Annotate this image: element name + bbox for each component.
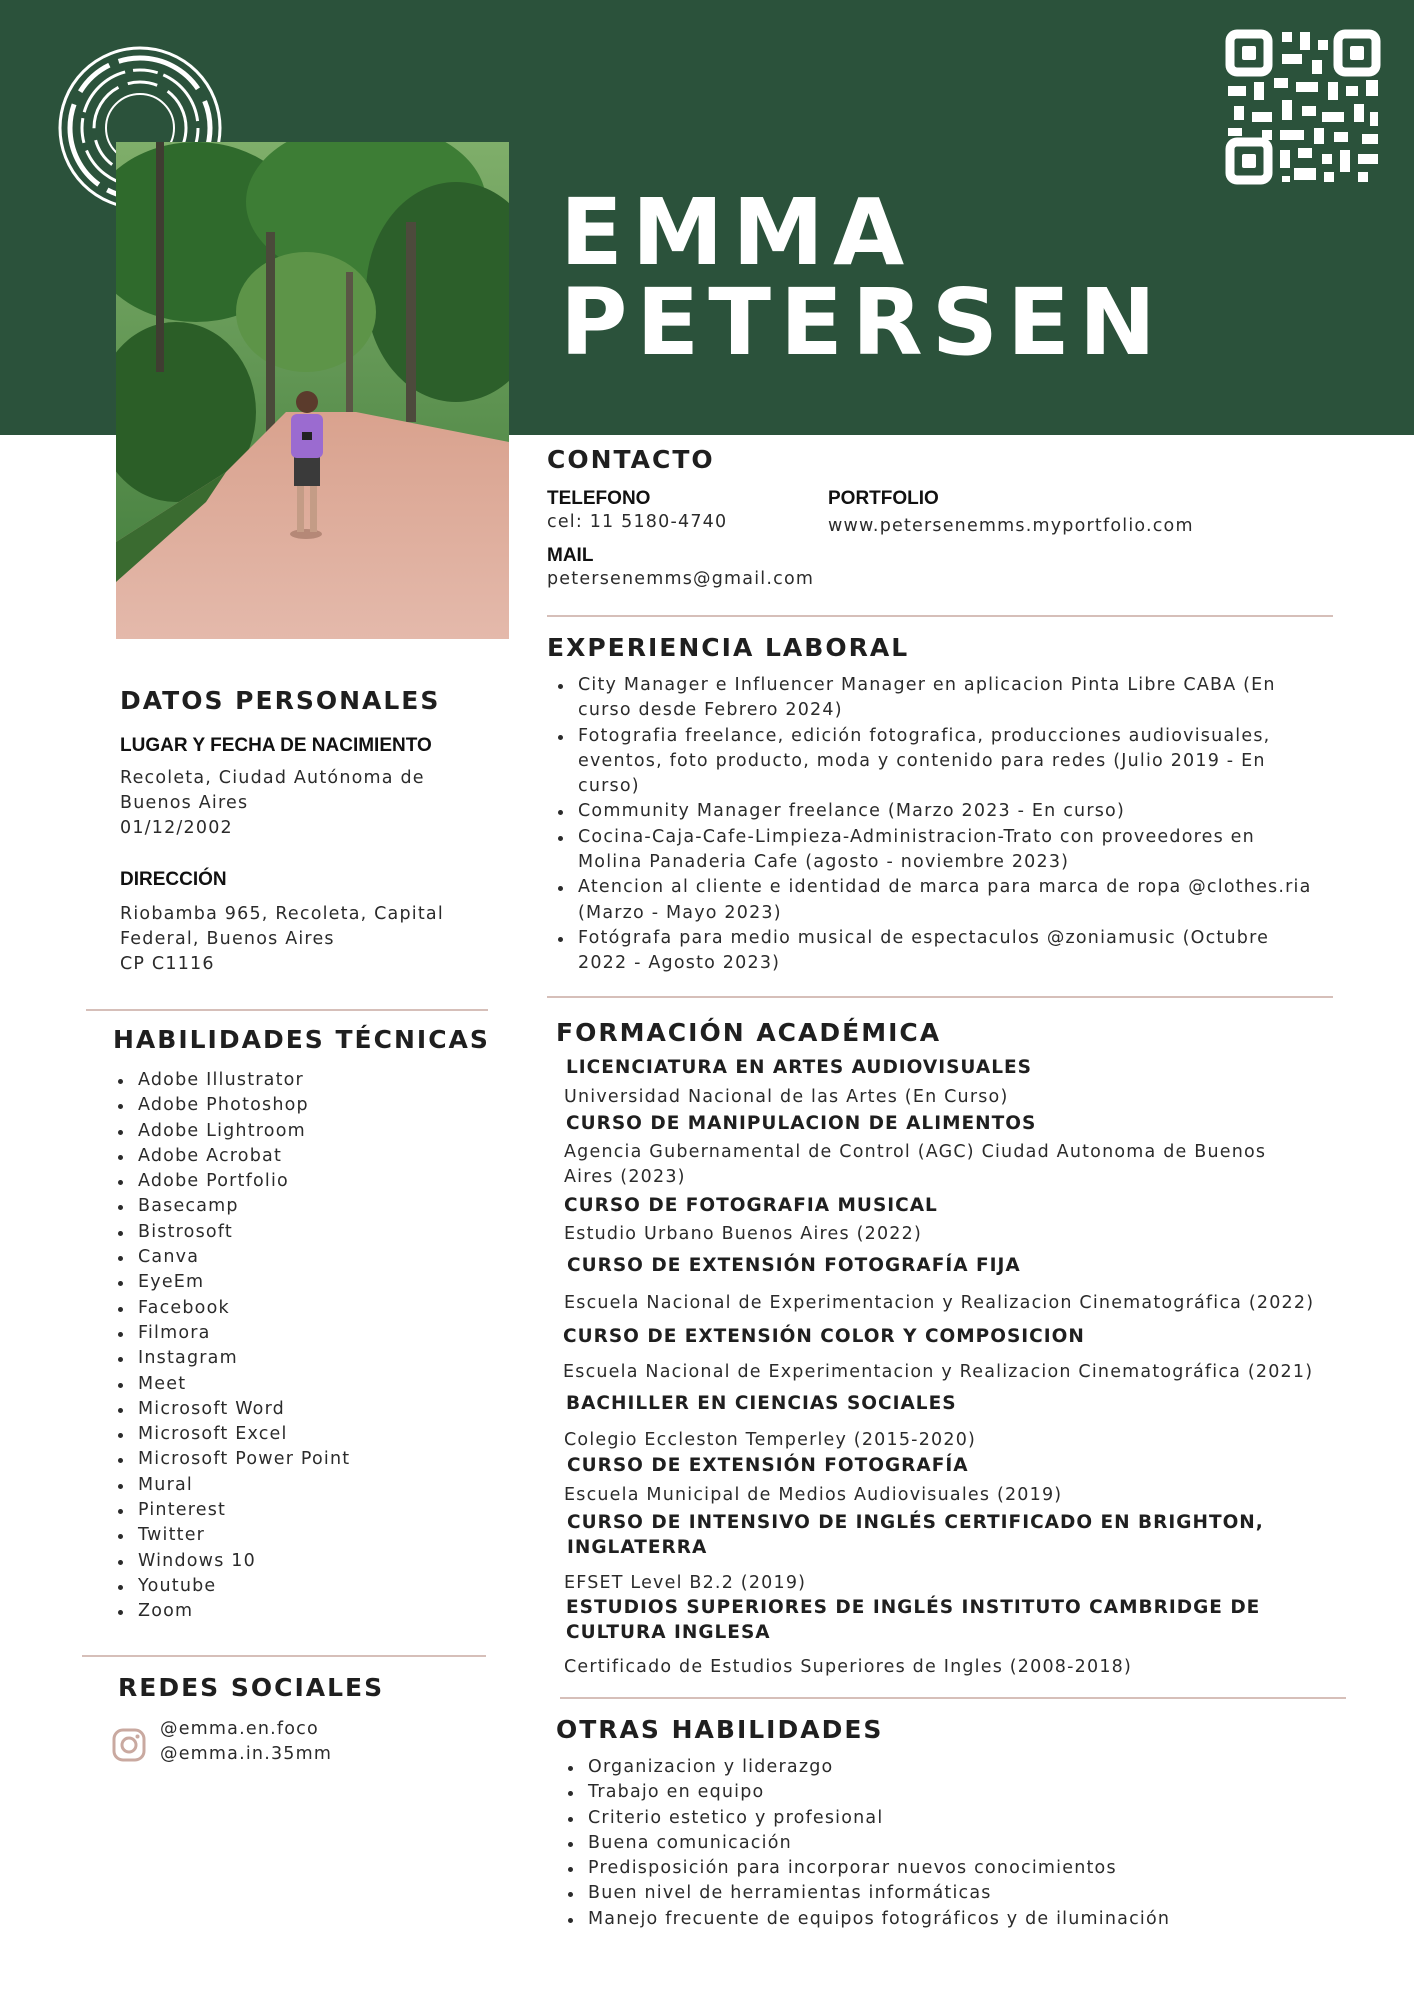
other-skill-item: Manejo frecuente de equipos fotográficos y de iluminación <box>588 1907 1368 1932</box>
divider <box>86 1009 488 1011</box>
skill-item: Mural <box>138 1473 508 1498</box>
skills-heading: HABILIDADES TÉCNICAS <box>113 1025 490 1054</box>
skill-item: Youtube <box>138 1574 508 1599</box>
education-title: CURSO DE INTENSIVO DE INGLÉS CERTIFICADO EN BRIGHTON, INGLATERRA <box>567 1512 1264 1558</box>
skill-item: Filmora <box>138 1321 508 1346</box>
social-handle[interactable]: @emma.in.35mm <box>160 1744 333 1764</box>
social-heading: REDES SOCIALES <box>118 1673 385 1702</box>
phone-value: cel: 11 5180-4740 <box>547 512 728 532</box>
divider <box>547 996 1333 998</box>
mail-value: petersenemms@gmail.com <box>547 569 815 589</box>
social-handles <box>160 1717 332 1767</box>
education-detail: Universidad Nacional de las Artes (En Curso) <box>564 1087 1009 1107</box>
other-skills-heading: OTRAS HABILIDADES <box>556 1715 884 1744</box>
birth-value: Recoleta, Ciudad Autónoma de Buenos Aires 01/12/2002 <box>120 768 425 838</box>
education-title: ESTUDIOS SUPERIORES DE INGLÉS INSTITUTO CAMBRIDGE DE CULTURA INGLESA <box>566 1597 1261 1643</box>
education-title: BACHILLER EN CIENCIAS SOCIALES <box>566 1393 957 1414</box>
experience-item: Fotografia freelance, edición fotografica, producciones audiovisuales, eventos, foto producto, moda y contenido para redes (Julio 2019 - En curso) <box>578 724 1368 800</box>
experience-item: Fotógrafa para medio musical de espectaculos @zoniamusic (Octubre 2022 - Agosto 2023) <box>578 926 1368 977</box>
skill-item: Adobe Illustrator <box>138 1068 508 1093</box>
skill-item: Microsoft Excel <box>138 1422 508 1447</box>
instagram-icon <box>111 1727 147 1763</box>
profile-photo <box>116 142 509 639</box>
address-value: Riobamba 965, Recoleta, Capital Federal, Buenos Aires CP C1116 <box>120 904 444 974</box>
education-title: CURSO DE MANIPULACION DE ALIMENTOS <box>566 1113 1037 1134</box>
social-handle[interactable]: @emma.en.foco <box>160 1719 319 1739</box>
education-detail: Escuela Nacional de Experimentacion y Realizacion Cinematográfica (2022) <box>564 1293 1315 1313</box>
divider <box>82 1655 486 1657</box>
last-name: PETERSEN <box>560 269 1165 376</box>
first-name: EMMA <box>560 179 914 286</box>
education-detail: EFSET Level B2.2 (2019) <box>564 1573 807 1593</box>
address-label: DIRECCIÓN <box>120 869 227 890</box>
skill-item: Microsoft Power Point <box>138 1447 508 1472</box>
other-skill-item: Organizacion y liderazgo <box>588 1755 1368 1780</box>
skill-item: Microsoft Word <box>138 1397 508 1422</box>
skill-item: Facebook <box>138 1296 508 1321</box>
divider <box>560 1697 1346 1699</box>
skill-item: Adobe Portfolio <box>138 1169 508 1194</box>
skill-item: Twitter <box>138 1523 508 1548</box>
skill-item: EyeEm <box>138 1270 508 1295</box>
skill-item: Canva <box>138 1245 508 1270</box>
contact-heading: CONTACTO <box>547 445 715 474</box>
other-skills-list <box>564 1755 1368 1932</box>
portfolio-label: PORTFOLIO <box>828 488 939 509</box>
skill-item: Zoom <box>138 1599 508 1624</box>
skills-list <box>114 1068 508 1625</box>
other-skill-item: Buen nivel de herramientas informáticas <box>588 1881 1368 1906</box>
other-skill-item: Trabajo en equipo <box>588 1780 1368 1805</box>
education-title: CURSO DE FOTOGRAFIA MUSICAL <box>564 1195 938 1216</box>
skill-item: Adobe Photoshop <box>138 1093 508 1118</box>
experience-list <box>554 673 1368 977</box>
skill-item: Windows 10 <box>138 1549 508 1574</box>
skill-item: Adobe Acrobat <box>138 1144 508 1169</box>
skill-item: Pinterest <box>138 1498 508 1523</box>
skill-item: Adobe Lightroom <box>138 1119 508 1144</box>
experience-item: City Manager e Influencer Manager en aplicacion Pinta Libre CABA (En curso desde Febrero 2024) <box>578 673 1368 724</box>
qr-code-icon <box>1222 26 1384 188</box>
phone-label: TELEFONO <box>547 488 651 509</box>
portfolio-value: www.petersenemms.myportfolio.com <box>828 516 1194 536</box>
other-skill-item: Predisposición para incorporar nuevos conocimientos <box>588 1856 1368 1881</box>
divider <box>547 615 1333 617</box>
mail-label: MAIL <box>547 545 594 566</box>
education-detail: Escuela Nacional de Experimentacion y Realizacion Cinematográfica (2021) <box>563 1362 1314 1382</box>
skill-item: Meet <box>138 1372 508 1397</box>
experience-item: Community Manager freelance (Marzo 2023 - En curso) <box>578 799 1368 824</box>
experience-item: Atencion al cliente e identidad de marca para marca de ropa @clothes.ria (Marzo - Mayo 2023) <box>578 875 1368 926</box>
other-skill-item: Criterio estetico y profesional <box>588 1806 1368 1831</box>
education-detail: Certificado de Estudios Superiores de Ingles (2008-2018) <box>564 1657 1133 1677</box>
education-detail: Agencia Gubernamental de Control (AGC) Ciudad Autonoma de Buenos Aires (2023) <box>564 1142 1267 1187</box>
education-title: LICENCIATURA EN ARTES AUDIOVISUALES <box>566 1057 1032 1078</box>
education-title: CURSO DE EXTENSIÓN FOTOGRAFÍA <box>567 1455 969 1476</box>
education-detail: Estudio Urbano Buenos Aires (2022) <box>564 1224 922 1244</box>
education-heading: FORMACIÓN ACADÉMICA <box>556 1018 942 1047</box>
experience-heading: EXPERIENCIA LABORAL <box>547 633 910 662</box>
birth-label: LUGAR Y FECHA DE NACIMIENTO <box>120 735 432 756</box>
education-title: CURSO DE EXTENSIÓN FOTOGRAFÍA FIJA <box>567 1255 1021 1276</box>
personal-heading: DATOS PERSONALES <box>120 686 441 715</box>
skill-item: Bistrosoft <box>138 1220 508 1245</box>
full-name <box>560 179 1165 376</box>
skill-item: Instagram <box>138 1346 508 1371</box>
education-title: CURSO DE EXTENSIÓN COLOR Y COMPOSICION <box>563 1326 1085 1347</box>
education-detail: Escuela Municipal de Medios Audiovisuales (2019) <box>564 1485 1063 1505</box>
other-skill-item: Buena comunicación <box>588 1831 1368 1856</box>
skill-item: Basecamp <box>138 1194 508 1219</box>
education-detail: Colegio Eccleston Temperley (2015-2020) <box>564 1430 977 1450</box>
experience-item: Cocina-Caja-Cafe-Limpieza-Administracion-Trato con proveedores en Molina Panaderia Cafe (agosto - noviembre 2023) <box>578 825 1368 876</box>
